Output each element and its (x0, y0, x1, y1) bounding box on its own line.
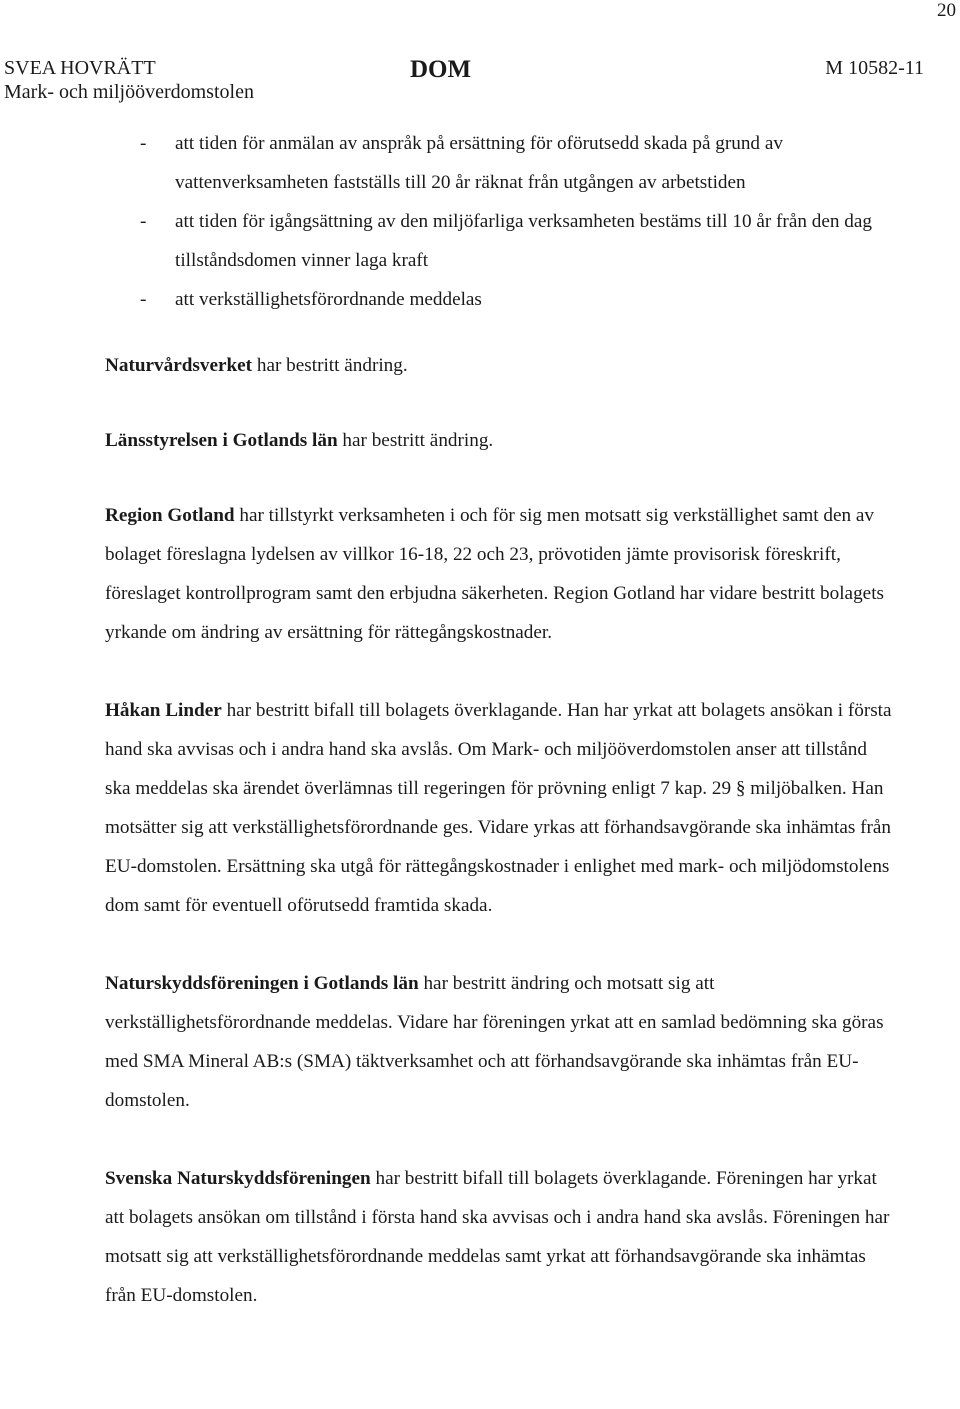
paragraph-text: har bestritt bifall till bolagets överklagande. Han har yrkat att bolagets ansökan i första hand ska avvisas och i andra hand ska avslås. Om Mark- och miljööverdomstolen anser att tillstånd ska meddelas ska ärendet överlämnas till regeringen för prövning enligt 7 kap. 29 § miljöbalken. Han motsätter sig att verkställighetsförordnande ges. Vidare yrkas att förhandsavgörande ska inhämtas från EU-domstolen. Ersättning ska utgå för rättegångskostnader i enlighet med mark- och miljödomstolens dom samt för eventuell oförutsedd framtida skada. (105, 700, 892, 916)
paragraph-text: har bestritt ändring. (337, 430, 494, 451)
case-number: M 10582-11 (825, 57, 924, 79)
bullet-dash: - (140, 133, 147, 154)
document-header (4, 56, 924, 106)
document-type: DOM (410, 56, 472, 83)
paragraph-svenska-naturskyddsforeningen (105, 1159, 895, 1315)
party-name: Svenska Naturskyddsföreningen (105, 1168, 371, 1189)
page-number: 20 (937, 0, 956, 21)
paragraph-text: har tillstyrkt verksamheten i och för sig men motsatt sig verkställighet samt den av bolaget föreslagna lydelsen av villkor 16-18, 22 och 23, prövotiden jämte provisorisk föreskrift, föreslaget kontrollprogram samt den erbjudna säkerheten. Region Gotland har vidare bestritt bolagets yrkande om ändring av ersättning för rättegångskostnader. (105, 505, 884, 643)
bullet-dash: - (140, 289, 147, 310)
list-item-text: att verkställighetsförordnande meddelas (175, 289, 482, 310)
paragraph-naturskyddsforeningen-gotland (105, 964, 895, 1120)
paragraph-region-gotland (105, 496, 895, 652)
list-item-text: att tiden för anmälan av anspråk på ersättning för oförutsedd skada på grund av vattenverksamheten fastställs till 20 år räknat från utgången av arbetstiden (175, 133, 783, 193)
party-name: Länsstyrelsen i Gotlands län (105, 430, 338, 451)
document-body (105, 124, 895, 1354)
bullet-dash: - (140, 211, 147, 232)
paragraph-text: har bestritt ändring och motsatt sig att verkställighetsförordnande meddelas. Vidare har föreningen yrkat att en samlad bedömning ska göras med SMA Mineral AB:s (SMA) täktverksamhet och att förhandsavgörande ska inhämtas från EU-domstolen. (105, 973, 884, 1111)
paragraph-naturvardsverket (105, 346, 895, 385)
paragraph-lansstyrelsen (105, 421, 895, 460)
list-item (140, 280, 895, 319)
list-item (140, 124, 895, 202)
party-name: Naturskyddsföreningen i Gotlands län (105, 973, 419, 994)
party-name: Naturvårdsverket (105, 355, 253, 376)
party-name: Region Gotland (105, 505, 235, 526)
paragraph-hakan-linder (105, 691, 895, 925)
court-name-line1: SVEA HOVRÄTT (4, 57, 156, 79)
court-name-line2: Mark- och miljööverdomstolen (4, 81, 254, 103)
paragraph-text: har bestritt ändring. (252, 355, 408, 376)
court-name (4, 56, 254, 104)
party-name: Håkan Linder (105, 700, 222, 721)
list-item (140, 202, 895, 280)
claims-list (140, 124, 895, 319)
paragraph-text: har bestritt bifall till bolagets överklagande. Föreningen har yrkat att bolagets ansökan om tillstånd i första hand ska avvisas och i andra hand ska avslås. Föreningen har motsatt sig att verkställighetsförordnande meddelas samt yrkat att förhandsavgörande ska inhämtas från EU-domstolen. (105, 1168, 890, 1306)
list-item-text: att tiden för igångsättning av den miljöfarliga verksamheten bestäms till 10 år från den dag tillståndsdomen vinner laga kraft (175, 211, 872, 271)
